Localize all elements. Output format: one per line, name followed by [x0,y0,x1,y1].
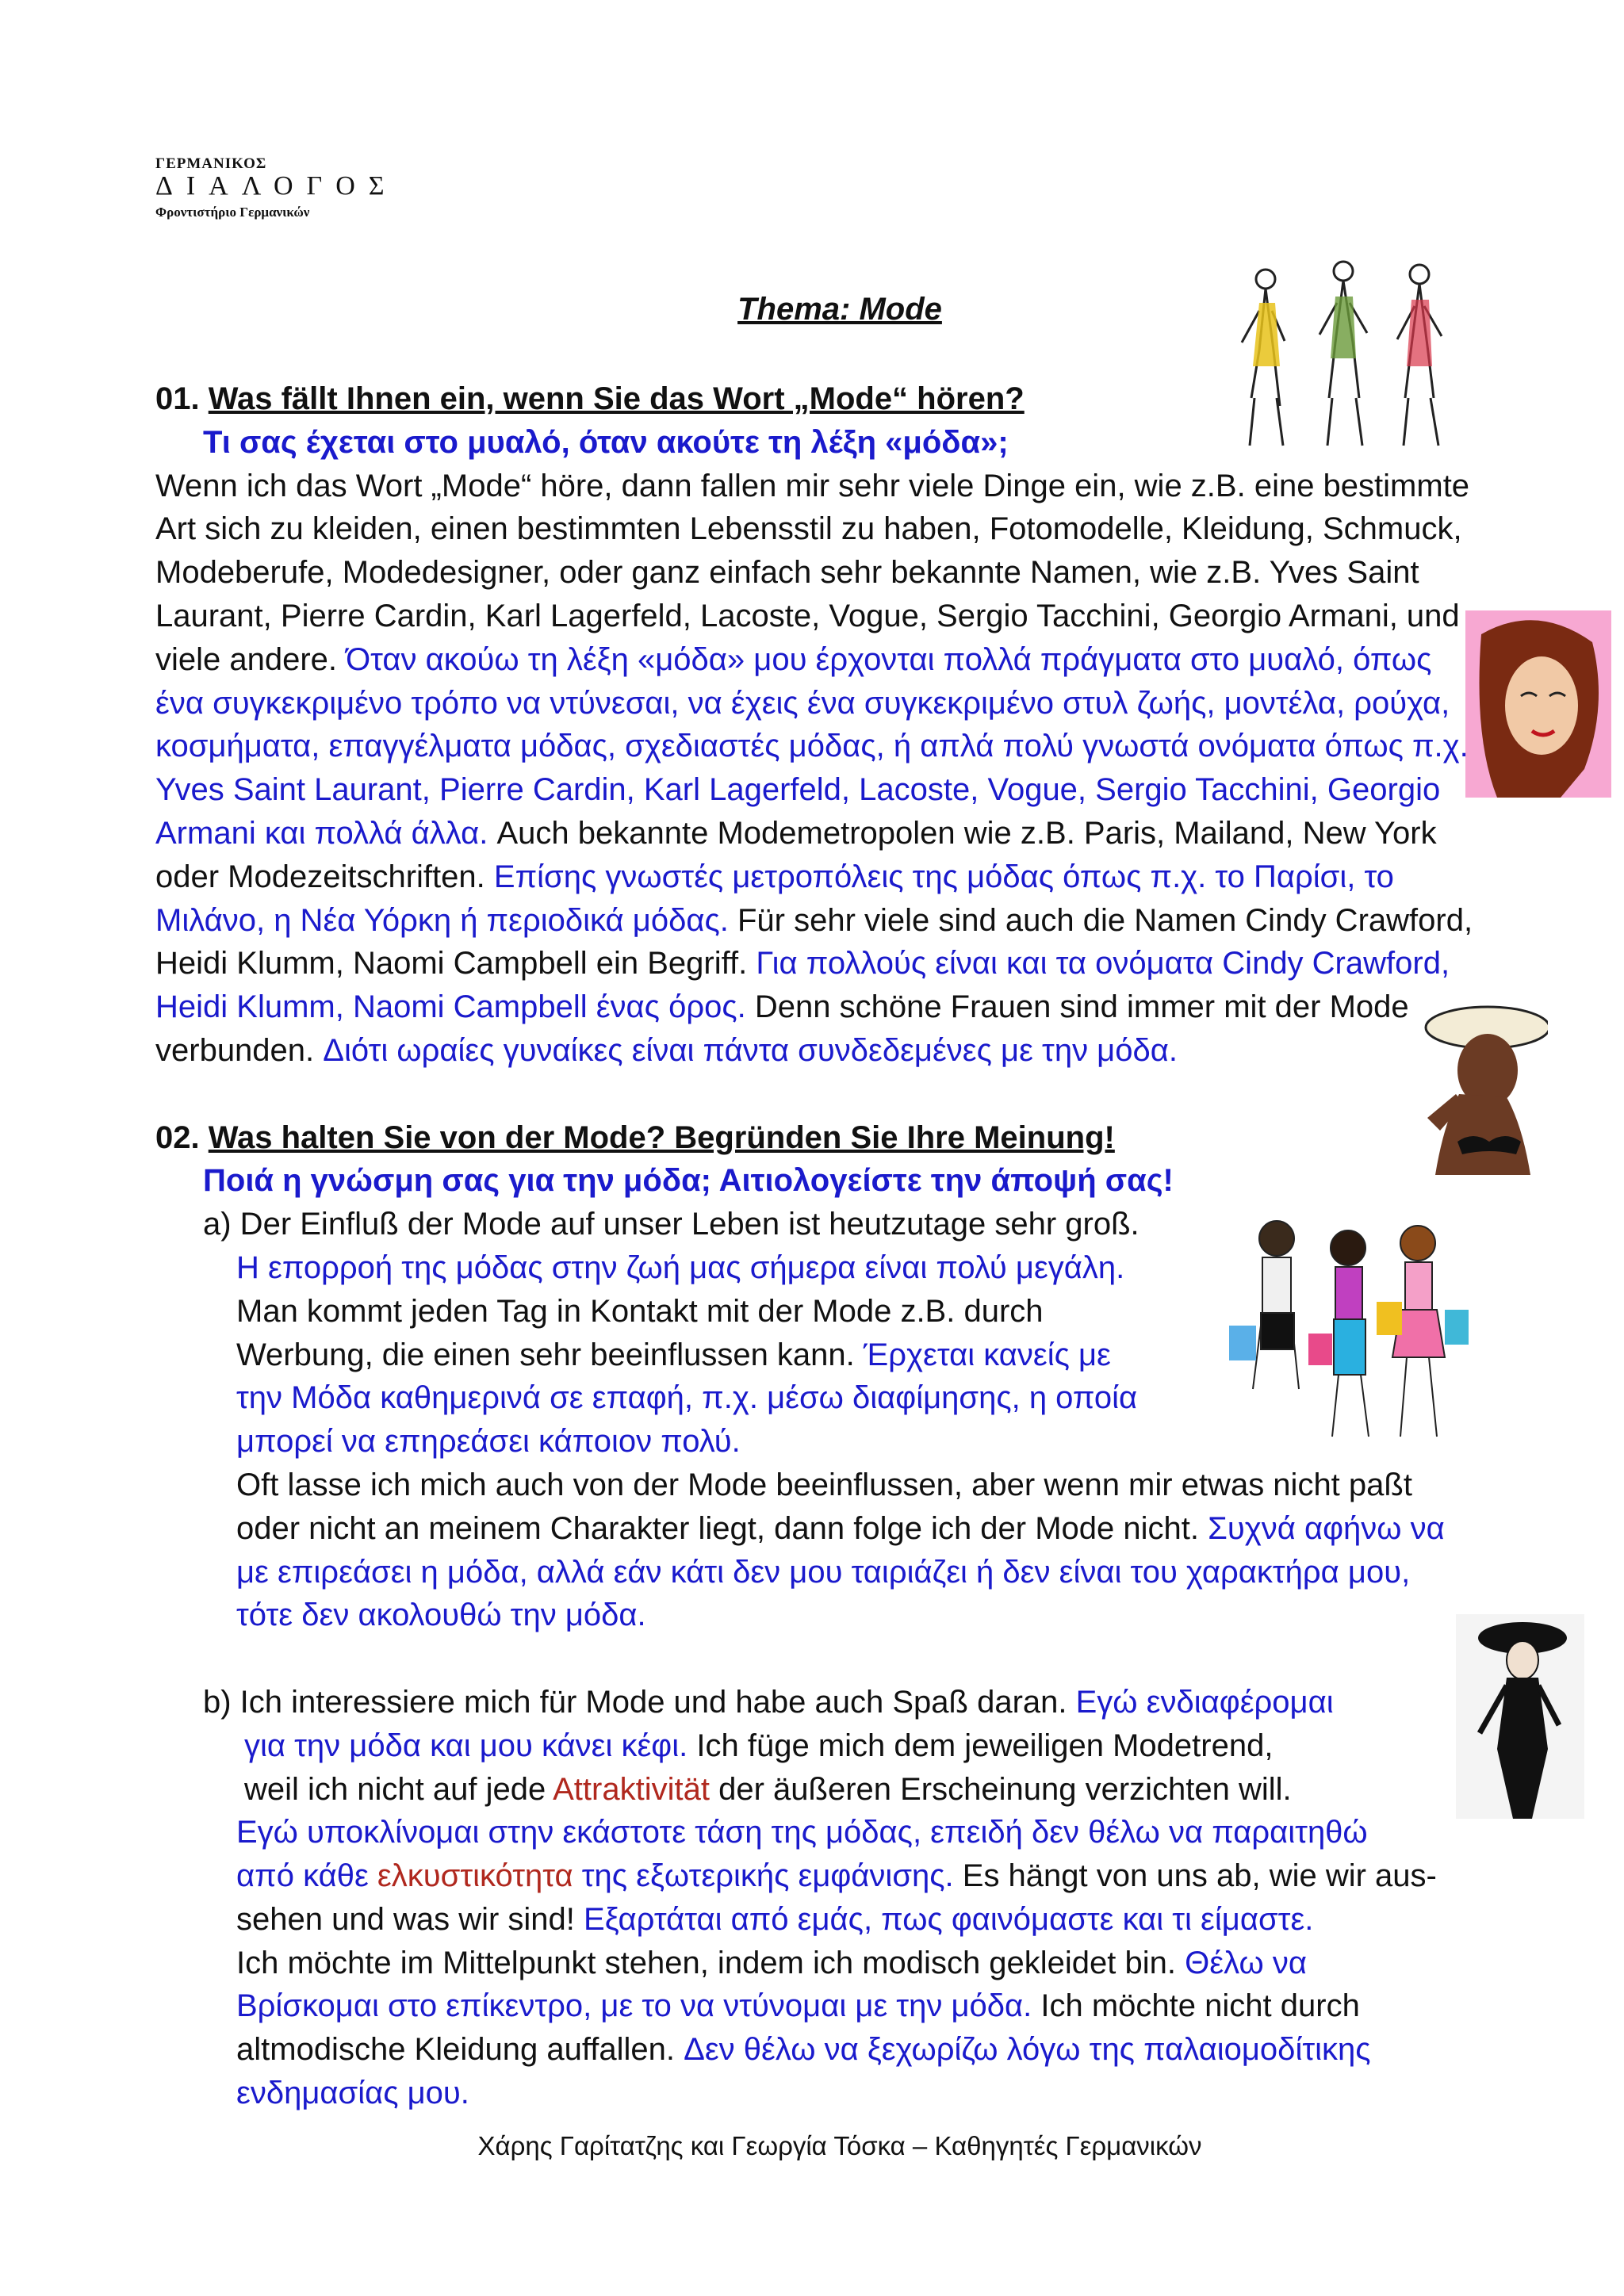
answer-2b-intro-text: b) Ich interessiere mich für Mode und habe auch Spaß daran. [203,1684,1067,1720]
answer-2b-s2-greek: Εξαρτάται από εμάς, πως φαινόμαστε και τι είμαστε. [584,1901,1314,1937]
question-1-greek: Τι σας έχεται στο μυαλό, όταν ακούτε τη λέξη «μόδα»; [203,424,1009,460]
answer-2b-s1-l2b: der äußeren Erscheinung verzichten will. [718,1771,1292,1807]
logo-line-3: Φροντιστήριο Γερμανικών [155,205,310,220]
answer-1-seg3-greek: Για πολλούς είναι και τα ονόματα Cindy Crawford, Heidi Klumm, Naomi Campbell ένας όρος. [155,946,1450,1025]
answer-1-seg1-greek: Όταν ακούω τη λέξη «μόδα» μου έρχονται πολλά πράγματα στο μυαλό, όπως ένα συγκεκριμένο τρόπο να ντύνεσαι, να έχεις ένα συγκεκριμένο στυλ ζωής, μοντέλα, ρούχα, κοσμήματα, επαγγέλματα μόδας, σχεδιαστές μόδας, ή απλά πολύ γνωστά ονόματα όπως π.χ. Yves Saint Laurant, Pierre Cardin, Karl Lagerfeld, Lacoste, Vogue, Sergio Tacchini, Georgio Armani και πολλά άλλα. [155,641,1469,851]
answer-2b-intro [155,1681,1488,1724]
answer-2b-s3: Ich möchte im Mittelpunkt stehen, indem ich modisch gekleidet bin. [236,1945,1177,1980]
question-2-greek: Ποιά η γνώσμη σας για την μόδα; Αιτιολογείστε την άποψή σας! [203,1163,1174,1199]
answer-2b-greek-l2b: της εξωτερικής εμφάνισης. [581,1858,954,1894]
answer-1-seg2: Auch bekannte Modemetropolen wie z.B. Paris, Mailand, New York oder Modezeitschriften. [155,815,1437,894]
answer-2b-intro-greek-1: Εγώ ενδιαφέρομαι [1075,1684,1334,1720]
answer-2a-part2 [155,1464,1457,1637]
answer-2b-part3 [155,1942,1442,2115]
answer-2b-s1-l2a: weil ich nicht auf jede [244,1771,546,1807]
answer-1-paragraph [155,465,1488,1073]
answer-2a-s1-greek: Έρχεται κανείς με την Μόδα καθημερινά σε επαφή, π.χ. μέσω διαφίμησης, η οποία μπορεί να επηρεάσει κάποιον πολύ. [236,1337,1138,1460]
answer-2b-s2-l2: sehen und was wir sind! [236,1901,575,1937]
answer-2b-line5 [155,1854,1488,1898]
question-1-number: 01. [155,381,200,416]
page-title: Thema: Mode [737,292,942,327]
answer-2b-s1-l1: Ich füge mich dem jeweiligen Modetrend, [696,1728,1274,1763]
question-1 [155,377,1488,421]
answer-2b-s1-red: Attraktivität [553,1771,710,1807]
answer-2a-part1 [236,1290,1148,1464]
question-2 [155,1116,1488,1160]
answer-2b-intro-greek-2: για την μόδα και μου κάνει κέφι. [244,1728,688,1763]
answer-2b-s3-greek: Θέλω να Βρίσκομαι στο επίκεντρο, με το να ντύνομαι με την μόδα. [236,1945,1307,2024]
question-2-text: Was halten Sie von der Mode? Begründen Sie Ihre Meinung! [208,1119,1115,1155]
answer-2a-s1: Man kommt jeden Tag in Kontakt mit der Mode z.B. durch Werbung, die einen sehr beeinflussen kann. [236,1293,1044,1372]
question-1-text: Was fällt Ihnen ein, wenn Sie das Wort „Mode“ hören? [208,381,1025,416]
answer-1-seg2-greek: Επίσης γνωστές μετροπόλεις της μόδας όπως π.χ. το Παρίσι, το Μιλάνο, η Νέα Υόρκη ή περιοδικά μόδας. [155,859,1394,938]
answer-2b-line3 [155,1768,1488,1812]
answer-2a-intro: a) Der Einfluß der Mode auf unser Leben ist heutzutage sehr groß. [203,1207,1139,1242]
answer-2b-s4-greek: Δεν θέλω να ξεχωρίζω λόγω της παλαιομοδίτικης ενδημασίας μου. [236,2032,1371,2111]
document-body [155,377,1488,2115]
answer-1-seg4: Denn schöne Frauen sind immer mit der Mode verbunden. [155,989,1409,1068]
logo-line-1: ΓΕΡΜΑΝΙΚΟΣ [155,155,267,172]
answer-2b-s4: Ich möchte nicht durch altmodische Kleidung auffallen. [236,1988,1360,2068]
question-2-number: 02. [155,1119,200,1155]
answer-2b-line6 [155,1898,1488,1942]
answer-1-seg3: Für sehr viele sind auch die Namen Cindy Crawford, Heidi Klumm, Naomi Campbell ein Begriff. [155,902,1473,982]
answer-2a-s2-greek: Συχνά αφήνω να με επιρεάσει η μόδα, αλλά εάν κάτι δεν μου ταιριάζει ή δεν είναι του χαρακτήρα μου, τότε δεν ακολουθώ την μόδα. [236,1510,1445,1633]
answer-2b-greek-line4: Εγώ υποκλίνομαι στην εκάστοτε τάση της μόδας, επειδή δεν θέλω να παραιτηθώ [236,1815,1368,1850]
page-footer: Χάρης Γαρίτατζης και Γεωργία Τόσκα – Καθηγητές Γερμανικών [477,2131,1202,2160]
answer-1-seg1: Wenn ich das Wort „Mode“ höre, dann fallen mir sehr viele Dinge ein, wie z.B. eine bestimmte Art sich zu kleiden, einen bestimmten Lebensstil zu haben, Fotomodelle, Kleidung, Schmuck, Modeberufe, Modedesigner, oder ganz einfach sehr bekannte Namen, wie z.B. Yves Saint Laurant, Pierre Cardin, Karl Lagerfeld, Lacoste, Vogue, Sergio Tacchini, Georgio Armani, und viele andere. [155,468,1470,677]
answer-2b-greek-l2a: από κάθε [236,1858,369,1894]
answer-2b-greek-red: ελκυστικότητα [377,1858,573,1894]
answer-2a-body [155,1246,1339,1464]
answer-2b-s2-l1: Es hängt von uns ab, wie wir aus- [962,1858,1437,1894]
logo-line-2: ΔΙΑΛΟΓΟΣ [155,171,398,201]
answer-2b-line2 [155,1724,1488,1768]
answer-2a-s2: Oft lasse ich mich auch von der Mode beeinflussen, aber wenn mir etwas nicht paßt oder nicht an meinem Charakter liegt, dann folge ich der Mode nicht. [236,1467,1412,1546]
answer-1-seg4-greek: Διότι ωραίες γυναίκες είναι πάντα συνδεδεμένες με την μόδα. [323,1032,1178,1068]
answer-2a-intro-greek: Η επορροή της μόδας στην ζωή μας σήμερα είναι πολύ μεγάλη. [236,1249,1125,1285]
